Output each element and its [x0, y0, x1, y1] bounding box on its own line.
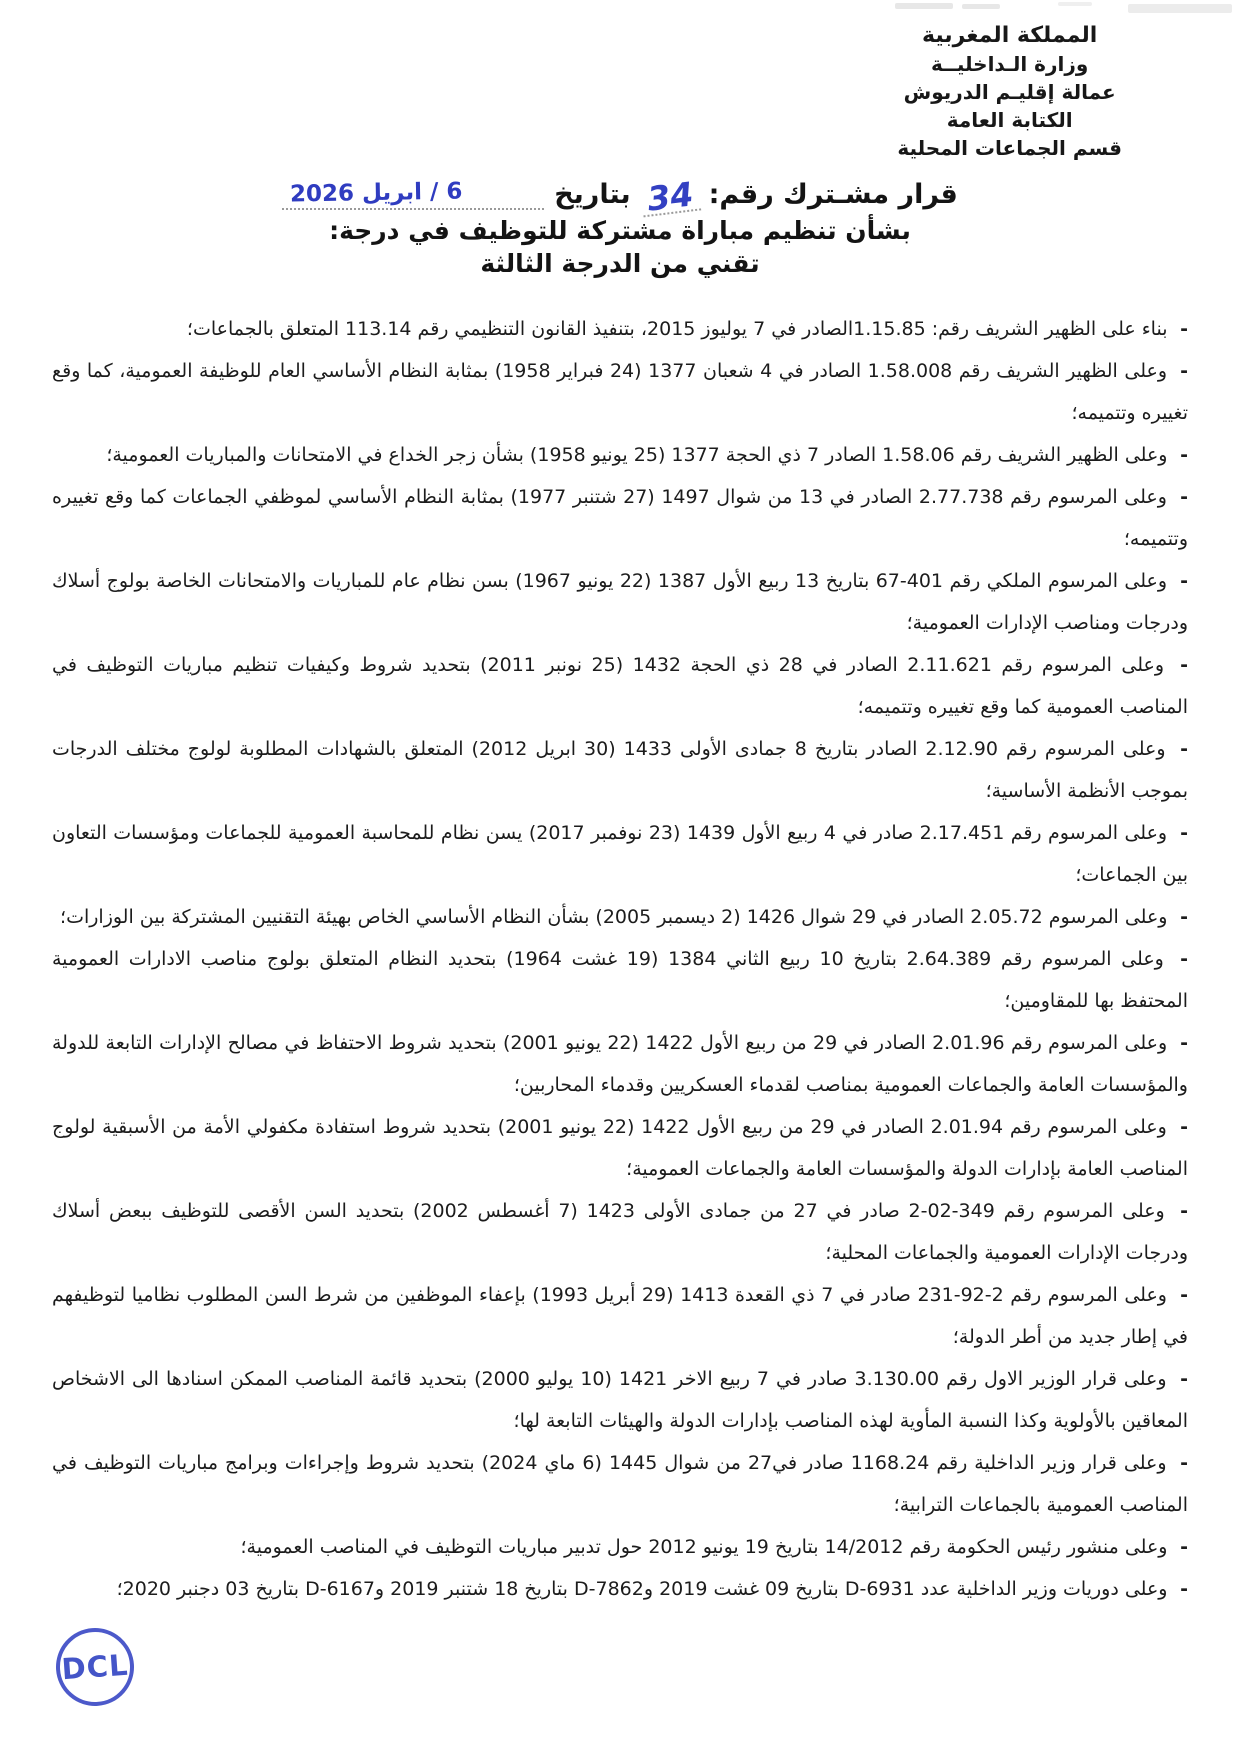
- decree-reference-item: [52, 896, 1188, 938]
- reference-text: وعلى المرسوم الملكي رقم 401-67 بتاريخ 13 ربيع الأول 1387 (22 يونيو 1967) بسن نظام عام للمباريات والامتحانات الخاصة بولوج أسلاك ودرجات ومناصب الإدارات العمومية؛: [52, 570, 1188, 634]
- decree-title-block: [0, 176, 1240, 280]
- decree-reference-item: [52, 308, 1188, 350]
- decree-reference-item: [52, 1358, 1188, 1442]
- decree-reference-item: [52, 1568, 1188, 1610]
- decree-reference-item: [52, 560, 1188, 644]
- decree-date-slot: [282, 176, 544, 210]
- administrative-header: [897, 22, 1122, 162]
- decree-reference-item: [52, 476, 1188, 560]
- bullet-dash: -: [1170, 654, 1189, 676]
- reference-text: وعلى المرسوم رقم 2.64.389 بتاريخ 10 ربيع الثاني 1384 (19 غشت 1964) بتحديد النظام المتعلق بولوج مناصب الادارات العمومية المحتفظ بها للمقاومين؛: [52, 948, 1188, 1012]
- reference-text: وعلى المرسوم رقم 2.11.621 الصادر في 28 ذي الحجة 1432 (25 نونبر 2011) بتحديد شروط وكيفيات تنظيم مباريات التوظيف في المناصب العمومية كما وقع تغييره وتتميمه؛: [52, 654, 1188, 718]
- reference-text: وعلى الظهير الشريف رقم 1.58.06 الصادر 7 ذي الحجة 1377 (25 يونيو 1958) بشأن زجر الخداع في الامتحانات والمباريات العمومية؛: [106, 444, 1168, 466]
- reference-text: وعلى المرسوم رقم 2.01.94 الصادر في 29 من ربيع الأول 1422 (22 يونيو 2001) بتحديد شروط استفادة مكفولي الأمة من الأسبقية لولوج المناصب العامة بإدارات الدولة والمؤسسات العامة والجماعات العمومية؛: [52, 1116, 1188, 1180]
- decree-reference-item: [52, 350, 1188, 434]
- decree-reference-item: [52, 1106, 1188, 1190]
- decree-reference-item: [52, 1526, 1188, 1568]
- header-ministry: وزارة الـداخليــة: [931, 52, 1089, 76]
- decree-date-stamp: 6 / ابريل 2026: [289, 178, 463, 208]
- header-kingdom: المملكة المغربية: [922, 23, 1098, 48]
- bullet-dash: -: [1172, 1284, 1188, 1306]
- bullet-dash: -: [1171, 738, 1188, 760]
- decree-reference-item: [52, 1442, 1188, 1526]
- decree-number-handwritten: 34: [639, 179, 700, 218]
- bullet-dash: -: [1173, 906, 1188, 928]
- decree-reference-item: [52, 644, 1188, 728]
- bullet-dash: -: [1173, 1578, 1188, 1600]
- scan-artifact: [962, 4, 1000, 9]
- reference-text: وعلى المرسوم رقم 349-02-2 صادر في 27 من جمادى الأولى 1423 (7 أغسطس 2002) بتحديد السن الأقصى للتوظيف ببعض أسلاك ودرجات الإدارات العمومية والجماعات المحلية؛: [52, 1200, 1188, 1264]
- header-prefecture: عمالة إقليـم الدريوش: [903, 80, 1116, 104]
- decree-title-line1: [0, 174, 1240, 219]
- bullet-dash: -: [1172, 1116, 1188, 1138]
- dcl-round-stamp: [53, 1625, 136, 1708]
- decree-title-prefix: قرار مشـترك رقم:: [708, 179, 958, 210]
- reference-text: بناء على الظهير الشريف رقم: 1.15.85الصادر في 7 يوليوز 2015، بتنفيذ القانون التنظيمي رقم 113.14 المتعلق بالجماعات؛: [186, 318, 1168, 340]
- reference-text: وعلى المرسوم رقم 2.17.451 صادر في 4 ربيع الأول 1439 (23 نوفمبر 2017) يسن نظام للمحاسبة العمومية للجماعات ومؤسسات التعاون بين الجماعات؛: [52, 822, 1188, 886]
- decree-reference-item: [52, 1022, 1188, 1106]
- bullet-dash: -: [1170, 1200, 1188, 1222]
- dcl-stamp-label: DCL: [60, 1647, 130, 1687]
- reference-text: وعلى المرسوم رقم 2.77.738 الصادر في 13 من شوال 1497 (27 شتنبر 1977) بمثابة النظام الأساسي لموظفي الجماعات كما وقع تغييره وتتميمه؛: [52, 486, 1188, 550]
- scan-artifact: [895, 3, 953, 9]
- bullet-dash: -: [1172, 486, 1189, 508]
- decree-reference-item: [52, 938, 1188, 1022]
- decree-grade-line: تقني من الدرجة الثالثة: [480, 249, 760, 278]
- reference-text: وعلى منشور رئيس الحكومة رقم 14/2012 بتاريخ 19 يونيو 2012 حول تدبير مباريات التوظيف في المناصب العمومية؛: [240, 1536, 1168, 1558]
- bullet-dash: -: [1173, 1032, 1188, 1054]
- references-list: [52, 308, 1188, 1610]
- bullet-dash: -: [1173, 822, 1188, 844]
- bullet-dash: -: [1172, 1452, 1189, 1474]
- reference-text: وعلى قرار الوزير الاول رقم 3.130.00 صادر في 7 ربيع الاخر 1421 (10 يوليو 2000) بتحديد قائمة المناصب الممكن اسنادها الى الاشخاص المعاقين بالأولوية وكذا النسبة المأوية لهذه المناصب بإدارات الدولة والهيئات التابعة لها؛: [52, 1368, 1188, 1432]
- bullet-dash: -: [1173, 318, 1188, 340]
- decree-reference-item: [52, 812, 1188, 896]
- decree-reference-item: [52, 728, 1188, 812]
- decree-subject-line: بشأن تنظيم مباراة مشتركة للتوظيف في درجة:: [329, 216, 911, 245]
- decree-date-label: بتاريخ: [554, 179, 631, 210]
- reference-text: وعلى المرسوم رقم 2.12.90 الصادر بتاريخ 8 جمادى الأولى 1433 (30 ابريل 2012) المتعلق بالشهادات المطلوبة لولوج مختلف الدرجات بموجب الأنظمة الأساسية؛: [52, 738, 1188, 802]
- decree-reference-item: [52, 1274, 1188, 1358]
- reference-text: وعلى قرار وزير الداخلية رقم 1168.24 صادر في27 من شوال 1445 (6 ماي 2024) بتحديد شروط وإجراءات وبرامج مباريات التوظيف في المناصب العمومية بالجماعات الترابية؛: [52, 1452, 1188, 1516]
- reference-text: وعلى المرسوم رقم 2.01.96 الصادر في 29 من ربيع الأول 1422 (22 يونيو 2001) بتحديد شروط الاحتفاظ في مصالح الإدارات التابعة للدولة والمؤسسات العامة والجماعات العمومية بمناصب لقدماء العسكريين وقدماء المحاربين؛: [52, 1032, 1188, 1096]
- bullet-dash: -: [1169, 948, 1188, 970]
- decree-reference-item: [52, 434, 1188, 476]
- scan-artifact: [1128, 4, 1232, 13]
- header-local-communities-division: قسم الجماعات المحلية: [897, 136, 1122, 160]
- reference-text: وعلى الظهير الشريف رقم 1.58.008 الصادر في 4 شعبان 1377 (24 فبراير 1958) بمثابة النظام الأساسي العام للوظيفة العمومية، كما وقع تغييره وتتميمه؛: [52, 360, 1188, 424]
- bullet-dash: -: [1173, 360, 1188, 382]
- reference-text: وعلى المرسوم 2.05.72 الصادر في 29 شوال 1426 (2 ديسمبر 2005) بشأن النظام الأساسي الخاص بهيئة التقنيين المشتركة بين الوزارات؛: [60, 906, 1168, 928]
- bullet-dash: -: [1173, 1536, 1188, 1558]
- bullet-dash: -: [1173, 444, 1188, 466]
- scan-artifact: [1058, 2, 1092, 6]
- bullet-dash: -: [1173, 570, 1188, 592]
- header-general-secretariat: الكتابة العامة: [946, 108, 1073, 132]
- decree-reference-item: [52, 1190, 1188, 1274]
- reference-text: وعلى المرسوم رقم 2-92-231 صادر في 7 ذي القعدة 1413 (29 أبريل 1993) بإعفاء الموظفين من شرط السن المطلوب نظاميا لتوظيفهم في إطار جديد من أطر الدولة؛: [52, 1284, 1188, 1348]
- bullet-dash: -: [1172, 1368, 1188, 1390]
- reference-text: وعلى دوريات وزير الداخلية عدد D-6931 بتاريخ 09 غشت 2019 وD-7862 بتاريخ 18 شتنبر 2019 وD-6167 بتاريخ 03 دجنبر 2020؛: [116, 1578, 1168, 1600]
